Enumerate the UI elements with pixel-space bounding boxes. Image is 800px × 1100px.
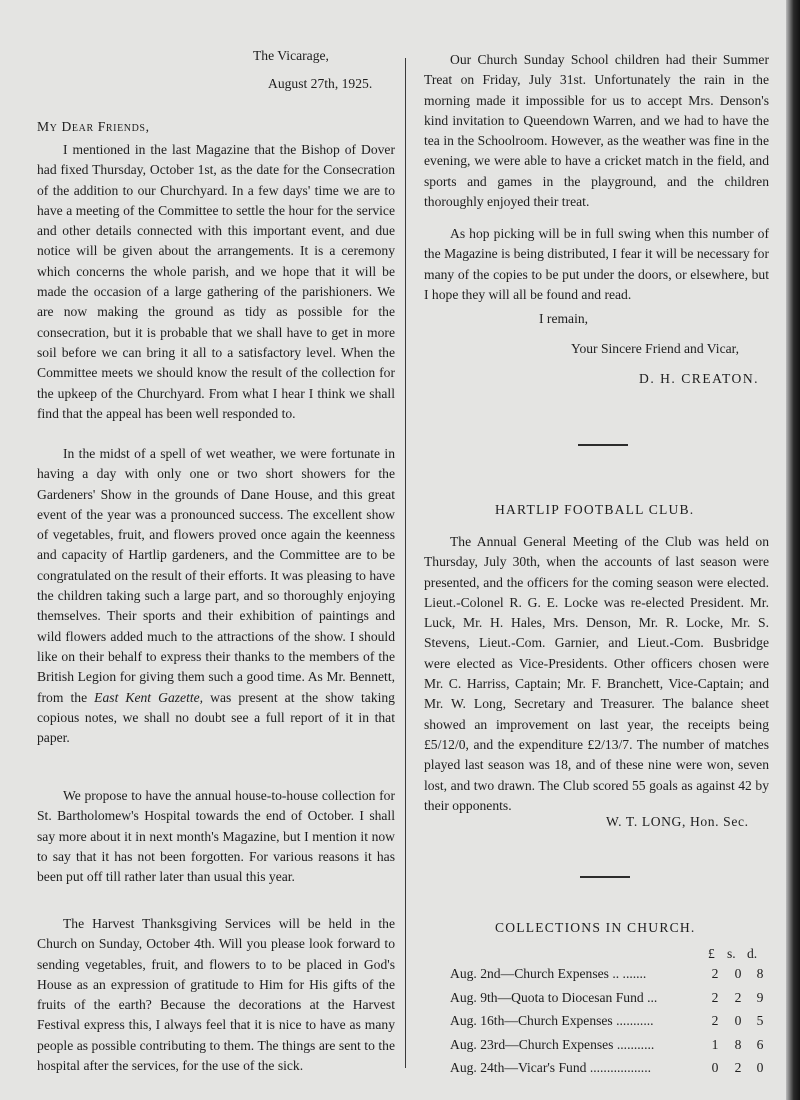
letter-date: August 27th, 1925. [268, 76, 373, 91]
table-row [450, 990, 770, 1014]
paragraph-text: We propose to have the annual house-to-house collection for St. Bartholomew's Hospital towards the end of October. I shall say more about it in next month's Magazine, but I mention it now to say that it has not been forgotten. For various reasons it has been put off till rather later than usual this year. [37, 788, 395, 885]
letter-paragraph-harvest [37, 914, 395, 1076]
table-row [450, 1037, 770, 1061]
letter-salutation: My Dear Friends, [37, 119, 150, 134]
row-desc: Aug. 2nd—Church Expenses .. ....... [450, 966, 647, 981]
row-desc: Aug. 24th—Vicar's Fund .................. [450, 1060, 651, 1075]
row-pence: 5 [756, 1013, 764, 1028]
letter-paragraph-sunday-school [424, 50, 769, 212]
row-shillings: 2 [734, 1060, 742, 1075]
collections-table [450, 966, 770, 1084]
letter-paragraph-hop-picking [424, 224, 769, 305]
football-paragraph [424, 532, 769, 816]
table-row [450, 1060, 770, 1084]
table-row [450, 1013, 770, 1037]
collections-heading: COLLECTIONS IN CHURCH. [495, 920, 696, 935]
section-rule [580, 876, 630, 878]
row-pounds: 2 [711, 989, 719, 1005]
letter-paragraph-consecration [37, 140, 395, 424]
paragraph-text-end: was present at the show taking copious notes, we shall no doubt see a full report of it in that paper. [37, 689, 395, 746]
row-pounds: 0 [711, 1060, 719, 1075]
paragraph-text: The Harvest Thanksgiving Services will be held in the Church on Sunday, October 4th. Will you please look forward to sending vegetables, fruit, and flowers to to be placed in God's House as an expression of gratitude to Him for His gifts of the fruits of the earth? Because the decorations at the Harvest Festival express this, I always feel that it is nice to have as many people as possible contributing to them. The things are sent to the hospital after the services, for the use of the sick. [37, 916, 395, 1074]
newspaper-name: East Kent Gazette, [94, 689, 204, 705]
letter-paragraph-hospital-collection [37, 786, 395, 887]
letter-paragraph-gardeners-show [37, 444, 395, 748]
row-pence: 6 [756, 1036, 764, 1052]
section-rule [578, 444, 628, 446]
page-binding-edge [786, 0, 800, 1100]
row-shillings: 0 [734, 966, 742, 981]
row-pence: 8 [756, 966, 764, 981]
paragraph-text: As hop picking will be in full swing when this number of the Magazine is being distributed, I fear it will be necessary for many of the copies to be put under the doors, or elsewhere, but I hope they will all be found and read. [424, 226, 769, 302]
paragraph-text: I mentioned in the last Magazine that the Bishop of Dover had fixed Thursday, October 1st, as the date for the Consecration of the addition to our Churchyard. In a few days' time we are to have a meeting of the Committee to settle the hour for the service and other details connected with this important event, and due notice will be given about the arrangements. It is a ceremony which concerns the whole parish, and we hope that it will be made the occasion of a large gathering of the parishioners. We are now making the ground as tidy as possible for the consecration, but it is probable that we shall have to get in more soil before we can bring it all to a satisfactory level. When the Committee meets we should know the result of the collection for the upkeep of the Churchyard. From what I hear I think we shall find that the appeal has been well responded to. [37, 142, 395, 421]
paragraph-text [37, 444, 395, 748]
col-head-pence: d. [747, 946, 758, 961]
row-pence: 0 [756, 1060, 764, 1075]
letter-address: The Vicarage, [253, 48, 329, 63]
row-pounds: 2 [711, 1013, 719, 1028]
letter-signature: D. H. CREATON. [639, 371, 760, 386]
letter-closing-remain: I remain, [539, 311, 589, 326]
football-signature: W. T. LONG, Hon. Sec. [606, 814, 749, 829]
row-shillings: 2 [734, 989, 742, 1005]
col-head-pounds: £ [708, 946, 715, 961]
paragraph-text: The Annual General Meeting of the Club was held on Thursday, July 30th, when the accounts of last season were presented, and the officers for the coming season were elected. Lieut.-Colonel R. G. E. Locke was re-elected President. Mr. Luck, Mr. H. Hales, Mrs. Denson, Mr. R. Locke, Mr. S. Stevens, Lieut.-Com. Garnier, and Lieut.-Com. Busbridge were elected as Vice-Presidents. Other officers chosen were Mr. C. Harriss, Captain; Mr. F. Branchett, Vice-Captain; and Mr. W. Long, Secretary and Treasurer. The balance sheet showed an improvement on last year, the receipts being £5/12/0, and the expenditure £2/13/7. The number of matches played last season was 18, and of these nine were won, seven lost, and two drawn. The Club scored 55 goals as against 42 by their opponents. [424, 534, 769, 813]
paragraph-text-start: In the midst of a spell of wet weather, we were fortunate in having a day with only one or two short showers for the Gardeners' Show in the grounds of Dane House, and this great event of the year was a pronounced success. The excellent show of vegetables, fruit, and flowers proved once again the keenness and capacity of Hartlip gardeners, and the Committee are to be congratulated on the result of their efforts. It was pleasing to have the children taking such a large part, and so thoroughly enjoying themselves. Their sports and their exhibition of paintings and wild flowers added much to the attractions of the show. I should like on their behalf to express their thanks to the members of the British Legion for giving them such a good time. As Mr. Bennett, from the [37, 446, 395, 705]
row-desc: Aug. 23rd—Church Expenses ........... [450, 1036, 655, 1052]
row-desc: Aug. 9th—Quota to Diocesan Fund ... [450, 989, 658, 1005]
row-shillings: 0 [734, 1013, 742, 1028]
row-desc: Aug. 16th—Church Expenses ........... [450, 1013, 654, 1028]
letter-closing-friend: Your Sincere Friend and Vicar, [571, 341, 740, 356]
row-pence: 9 [756, 989, 764, 1005]
row-pounds: 1 [711, 1036, 719, 1052]
row-pounds: 2 [711, 966, 719, 981]
column-divider [405, 58, 406, 1068]
football-heading: HARTLIP FOOTBALL CLUB. [495, 502, 695, 517]
col-head-shillings: s. [727, 946, 736, 961]
paragraph-text: Our Church Sunday School children had their Summer Treat on Friday, July 31st. Unfortunately the rain in the morning made it impossible for us to accept Mrs. Denson's kind invitation to Queendown Warren, and we had to have the tea in the Schoolroom. However, as the weather was fine in the evening, we were able to have a cricket match in the field, and sports and games in the playground, and the children thoroughly enjoyed their treat. [424, 52, 769, 210]
row-shillings: 8 [734, 1036, 742, 1052]
table-row [450, 966, 770, 990]
